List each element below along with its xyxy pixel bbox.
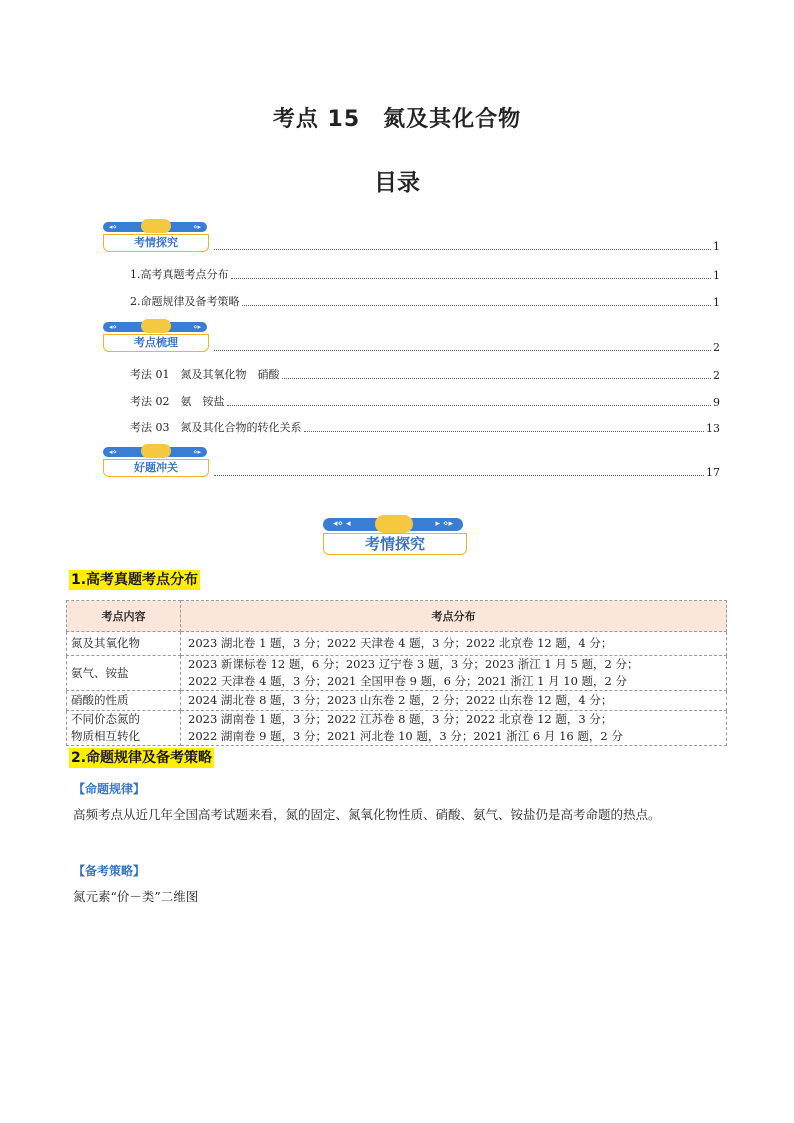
toc-entry-exam-distribution[interactable]: 1.高考真题考点分布 1 (130, 268, 720, 282)
document-title: 考点 15 氮及其化合物 (272, 107, 522, 132)
section-heading-strategy: 2.命题规律及备考策略 (71, 750, 213, 766)
toc-page-number: 1 (713, 296, 720, 309)
toc-entry-method-01[interactable]: 考法 01 氮及其氧化物 硝酸 2 (130, 368, 720, 382)
table-row (67, 711, 727, 746)
toc-page-number: 13 (706, 422, 720, 435)
column-header-topic: 考点内容 (67, 601, 181, 632)
toc-heading: 目录 (374, 170, 420, 196)
badge-ornament-left: ◂⋄ (109, 323, 117, 331)
topic-cell: 硝酸的性质 (67, 691, 181, 711)
toc-entry-practice[interactable] (212, 466, 720, 479)
badge-knob (141, 219, 171, 233)
rule-paragraph: 高频考点从近几年全国高考试题来看，氮的固定、氮氧化物性质、硝酸、氨气、铵盐仍是高考命题的热点。 (73, 807, 661, 822)
distribution-cell: 2023 湖北卷 1 题，3 分；2022 天津卷 4 题，3 分；2022 北京卷 12 题，4 分； (181, 632, 727, 656)
topic-cell: 氨气、铵盐 (67, 656, 181, 691)
badge-knob (141, 319, 171, 333)
exam-distribution-table (66, 600, 727, 746)
topic-cell: 不同价态氮的 物质相互转化 (67, 711, 181, 746)
distribution-cell: 2023 新课标卷 12 题，6 分；2023 辽宁卷 3 题，3 分；2023 浙江 1 月 5 题，2 分； 2022 天津卷 4 题，3 分；2021 全国甲卷 9 题，6 分；2021 浙江 1 月 10 题，2 分 (181, 656, 727, 691)
strategy-paragraph: 氮元素“价－类”二维图 (73, 889, 199, 904)
toc-page-number: 9 (713, 396, 720, 409)
badge-ornament-left: ◂⋄ (109, 223, 117, 231)
toc-entry-strategy[interactable]: 2.命题规律及备考策略 1 (130, 295, 720, 309)
badge-ornament-right: ⋄▸ (193, 323, 201, 331)
column-header-distribution: 考点分布 (181, 601, 727, 632)
toc-entry-method-03[interactable]: 考法 03 氮及其化合物的转化关系 13 (130, 421, 720, 435)
strategy-label: 【备考策略】 (73, 864, 146, 878)
table-row (67, 656, 727, 691)
table-row (67, 632, 727, 656)
badge-ornament-left: ◂⋄ (109, 448, 117, 456)
distribution-cell: 2024 湖北卷 8 题，3 分；2023 山东卷 2 题，2 分；2022 山东卷 12 题，4 分； (181, 691, 727, 711)
badge-ornament-right: ▸ ⋄▸ (435, 519, 453, 529)
section-heading-distribution: 1.高考真题考点分布 (71, 572, 199, 588)
badge-knob (375, 515, 413, 533)
toc-page-number: 17 (706, 466, 720, 479)
topic-cell: 氮及其氧化物 (67, 632, 181, 656)
badge-label: 考点梳理 (103, 334, 209, 352)
toc-entry-survey[interactable] (212, 240, 720, 253)
distribution-cell: 2023 湖南卷 1 题，3 分；2022 江苏卷 8 题，3 分；2022 北京卷 12 题，3 分； 2022 湖南卷 9 题，3 分；2021 河北卷 10 题，3 分；2021 浙江 6 月 16 题，2 分 (181, 711, 727, 746)
rule-label: 【命题规律】 (73, 782, 146, 796)
toc-page-number: 2 (713, 369, 720, 382)
badge-label: 考情探究 (103, 234, 209, 252)
table-header-row (67, 601, 727, 632)
badge-label: 考情探究 (323, 533, 467, 555)
badge-ornament-left: ◂⋄ ◂ (333, 519, 351, 529)
badge-label: 好题冲关 (103, 459, 209, 477)
table-row (67, 691, 727, 711)
toc-page-number: 1 (713, 240, 720, 253)
badge-ornament-right: ⋄▸ (193, 223, 201, 231)
toc-page-number: 1 (713, 269, 720, 282)
badge-knob (141, 444, 171, 458)
badge-ornament-right: ⋄▸ (193, 448, 201, 456)
toc-page-number: 2 (713, 341, 720, 354)
toc-entry-method-02[interactable]: 考法 02 氨 铵盐 9 (130, 395, 720, 409)
toc-entry-review[interactable] (212, 341, 720, 354)
